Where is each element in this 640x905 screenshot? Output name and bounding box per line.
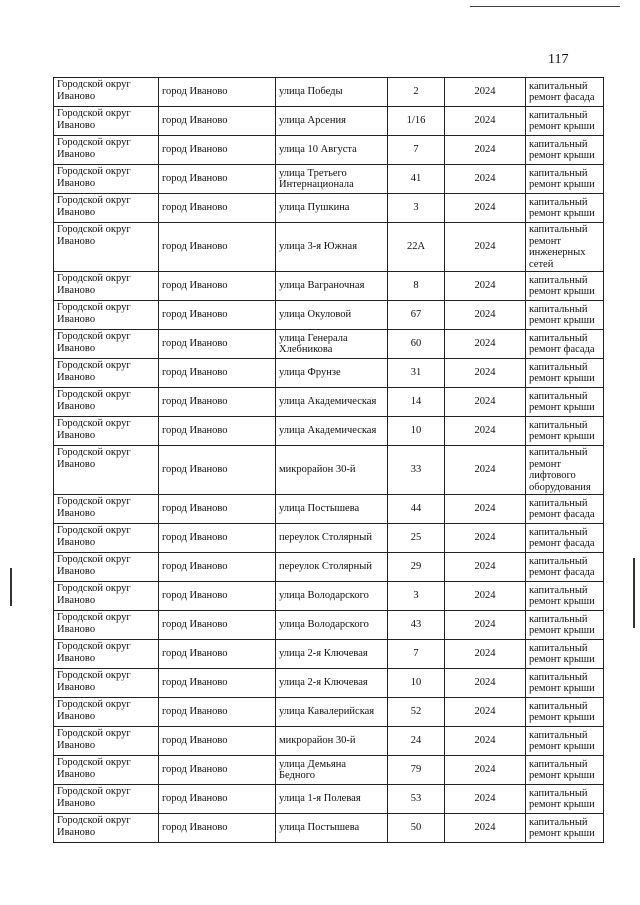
cell-work-type: капитальный ремонт крыши	[526, 669, 604, 698]
cell-okrug: Городской округ Иваново	[54, 640, 159, 669]
cell-city: город Иваново	[159, 814, 276, 843]
cell-house-number: 2	[388, 78, 445, 107]
cell-okrug: Городской округ Иваново	[54, 107, 159, 136]
cell-street: улица Володарского	[276, 582, 388, 611]
cell-work-type: капитальный ремонт крыши	[526, 785, 604, 814]
cell-street: микрорайон 30-й	[276, 727, 388, 756]
table-row	[54, 165, 604, 194]
cell-okrug: Городской округ Иваново	[54, 669, 159, 698]
cell-city: город Иваново	[159, 553, 276, 582]
cell-city: город Иваново	[159, 388, 276, 417]
cell-year: 2024	[445, 495, 526, 524]
cell-year: 2024	[445, 553, 526, 582]
cell-street: улица Фрунзе	[276, 359, 388, 388]
cell-okrug: Городской округ Иваново	[54, 698, 159, 727]
table-row	[54, 330, 604, 359]
page-number: 117	[548, 52, 569, 67]
cell-city: город Иваново	[159, 611, 276, 640]
table-row	[54, 78, 604, 107]
cell-city: город Иваново	[159, 785, 276, 814]
cell-city: город Иваново	[159, 165, 276, 194]
cell-house-number: 53	[388, 785, 445, 814]
cell-house-number: 41	[388, 165, 445, 194]
cell-street: улица Арсения	[276, 107, 388, 136]
cell-year: 2024	[445, 785, 526, 814]
cell-work-type: капитальный ремонт фасада	[526, 495, 604, 524]
cell-work-type: капитальный ремонт крыши	[526, 194, 604, 223]
cell-year: 2024	[445, 194, 526, 223]
cell-okrug: Городской округ Иваново	[54, 756, 159, 785]
cell-city: город Иваново	[159, 495, 276, 524]
cell-street: улица Ваграночная	[276, 272, 388, 301]
cell-city: город Иваново	[159, 136, 276, 165]
cell-house-number: 50	[388, 814, 445, 843]
cell-okrug: Городской округ Иваново	[54, 446, 159, 495]
cell-house-number: 43	[388, 611, 445, 640]
table-row	[54, 136, 604, 165]
cell-year: 2024	[445, 78, 526, 107]
cell-city: город Иваново	[159, 78, 276, 107]
cell-year: 2024	[445, 611, 526, 640]
cell-year: 2024	[445, 524, 526, 553]
cell-work-type: капитальный ремонт крыши	[526, 727, 604, 756]
cell-work-type: капитальный ремонт крыши	[526, 582, 604, 611]
cell-street: улица Победы	[276, 78, 388, 107]
cell-house-number: 22А	[388, 223, 445, 272]
cell-street: улица Окуловой	[276, 301, 388, 330]
table-row	[54, 611, 604, 640]
cell-year: 2024	[445, 698, 526, 727]
cell-house-number: 29	[388, 553, 445, 582]
cell-city: город Иваново	[159, 194, 276, 223]
cell-year: 2024	[445, 814, 526, 843]
margin-mark-right	[633, 558, 635, 628]
cell-okrug: Городской округ Иваново	[54, 330, 159, 359]
table-row	[54, 495, 604, 524]
cell-work-type: капитальный ремонт крыши	[526, 814, 604, 843]
cell-work-type: капитальный ремонт крыши	[526, 698, 604, 727]
top-rule	[470, 6, 620, 7]
cell-city: город Иваново	[159, 756, 276, 785]
table-body	[54, 78, 604, 843]
cell-house-number: 52	[388, 698, 445, 727]
cell-street: переулок Столярный	[276, 553, 388, 582]
cell-house-number: 8	[388, 272, 445, 301]
table-row	[54, 388, 604, 417]
cell-okrug: Городской округ Иваново	[54, 495, 159, 524]
cell-house-number: 67	[388, 301, 445, 330]
cell-street: улица 1-я Полевая	[276, 785, 388, 814]
cell-work-type: капитальный ремонт крыши	[526, 611, 604, 640]
cell-okrug: Городской округ Иваново	[54, 194, 159, 223]
cell-okrug: Городской округ Иваново	[54, 301, 159, 330]
cell-street: улица Демьяна Бедного	[276, 756, 388, 785]
cell-work-type: капитальный ремонт крыши	[526, 272, 604, 301]
cell-city: город Иваново	[159, 640, 276, 669]
cell-work-type: капитальный ремонт фасада	[526, 553, 604, 582]
cell-city: город Иваново	[159, 272, 276, 301]
cell-work-type: капитальный ремонт крыши	[526, 136, 604, 165]
table-row	[54, 756, 604, 785]
cell-street: улица Постышева	[276, 495, 388, 524]
cell-okrug: Городской округ Иваново	[54, 611, 159, 640]
cell-house-number: 44	[388, 495, 445, 524]
cell-house-number: 10	[388, 417, 445, 446]
cell-city: город Иваново	[159, 301, 276, 330]
cell-street: улица Пушкина	[276, 194, 388, 223]
cell-house-number: 25	[388, 524, 445, 553]
cell-city: город Иваново	[159, 417, 276, 446]
cell-year: 2024	[445, 582, 526, 611]
cell-year: 2024	[445, 417, 526, 446]
cell-city: город Иваново	[159, 223, 276, 272]
cell-okrug: Городской округ Иваново	[54, 727, 159, 756]
cell-street: улица 2-я Ключевая	[276, 669, 388, 698]
cell-street: улица 10 Августа	[276, 136, 388, 165]
cell-city: город Иваново	[159, 107, 276, 136]
cell-work-type: капитальный ремонт лифтового оборудования	[526, 446, 604, 495]
cell-work-type: капитальный ремонт крыши	[526, 756, 604, 785]
cell-year: 2024	[445, 669, 526, 698]
cell-street: улица Генерала Хлебникова	[276, 330, 388, 359]
cell-work-type: капитальный ремонт крыши	[526, 107, 604, 136]
cell-street: микрорайон 30-й	[276, 446, 388, 495]
cell-work-type: капитальный ремонт крыши	[526, 640, 604, 669]
table-row	[54, 107, 604, 136]
cell-city: город Иваново	[159, 582, 276, 611]
cell-year: 2024	[445, 388, 526, 417]
cell-okrug: Городской округ Иваново	[54, 814, 159, 843]
cell-city: город Иваново	[159, 359, 276, 388]
cell-street: улица Академическая	[276, 388, 388, 417]
cell-house-number: 24	[388, 727, 445, 756]
cell-year: 2024	[445, 756, 526, 785]
cell-year: 2024	[445, 640, 526, 669]
cell-city: город Иваново	[159, 524, 276, 553]
cell-okrug: Городской округ Иваново	[54, 553, 159, 582]
cell-house-number: 7	[388, 640, 445, 669]
cell-work-type: капитальный ремонт крыши	[526, 388, 604, 417]
cell-year: 2024	[445, 165, 526, 194]
cell-city: город Иваново	[159, 727, 276, 756]
cell-okrug: Городской округ Иваново	[54, 524, 159, 553]
cell-work-type: капитальный ремонт инженерных сетей	[526, 223, 604, 272]
cell-city: город Иваново	[159, 669, 276, 698]
cell-year: 2024	[445, 272, 526, 301]
cell-street: улица 3-я Южная	[276, 223, 388, 272]
cell-year: 2024	[445, 107, 526, 136]
cell-street: улица Третьего Интернационала	[276, 165, 388, 194]
table-row	[54, 359, 604, 388]
cell-street: улица Володарского	[276, 611, 388, 640]
repair-registry-table	[53, 77, 604, 843]
cell-city: город Иваново	[159, 698, 276, 727]
cell-house-number: 33	[388, 446, 445, 495]
table-row	[54, 785, 604, 814]
cell-work-type: капитальный ремонт фасада	[526, 78, 604, 107]
table-row	[54, 272, 604, 301]
table-row	[54, 669, 604, 698]
cell-house-number: 1/16	[388, 107, 445, 136]
table-row	[54, 582, 604, 611]
cell-street: улица Академическая	[276, 417, 388, 446]
cell-work-type: капитальный ремонт фасада	[526, 524, 604, 553]
cell-work-type: капитальный ремонт крыши	[526, 359, 604, 388]
cell-house-number: 60	[388, 330, 445, 359]
cell-street: улица 2-я Ключевая	[276, 640, 388, 669]
cell-house-number: 3	[388, 194, 445, 223]
table-row	[54, 223, 604, 272]
cell-year: 2024	[445, 136, 526, 165]
cell-okrug: Городской округ Иваново	[54, 272, 159, 301]
table-row	[54, 814, 604, 843]
cell-okrug: Городской округ Иваново	[54, 78, 159, 107]
cell-okrug: Городской округ Иваново	[54, 388, 159, 417]
margin-mark-left	[10, 568, 12, 606]
cell-okrug: Городской округ Иваново	[54, 136, 159, 165]
table-row	[54, 524, 604, 553]
cell-house-number: 3	[388, 582, 445, 611]
table-row	[54, 640, 604, 669]
table-row	[54, 417, 604, 446]
cell-okrug: Городской округ Иваново	[54, 785, 159, 814]
cell-okrug: Городской округ Иваново	[54, 165, 159, 194]
cell-okrug: Городской округ Иваново	[54, 582, 159, 611]
table-row	[54, 727, 604, 756]
cell-city: город Иваново	[159, 446, 276, 495]
cell-house-number: 10	[388, 669, 445, 698]
cell-year: 2024	[445, 330, 526, 359]
table-row	[54, 446, 604, 495]
cell-house-number: 31	[388, 359, 445, 388]
table-row	[54, 553, 604, 582]
cell-work-type: капитальный ремонт крыши	[526, 165, 604, 194]
cell-street: переулок Столярный	[276, 524, 388, 553]
cell-year: 2024	[445, 446, 526, 495]
cell-okrug: Городской округ Иваново	[54, 359, 159, 388]
cell-year: 2024	[445, 223, 526, 272]
cell-house-number: 7	[388, 136, 445, 165]
cell-work-type: капитальный ремонт фасада	[526, 330, 604, 359]
table-row	[54, 301, 604, 330]
cell-okrug: Городской округ Иваново	[54, 417, 159, 446]
table-row	[54, 194, 604, 223]
cell-house-number: 14	[388, 388, 445, 417]
cell-street: улица Постышева	[276, 814, 388, 843]
cell-work-type: капитальный ремонт крыши	[526, 301, 604, 330]
cell-city: город Иваново	[159, 330, 276, 359]
cell-year: 2024	[445, 359, 526, 388]
cell-street: улица Кавалерийская	[276, 698, 388, 727]
cell-house-number: 79	[388, 756, 445, 785]
table-row	[54, 698, 604, 727]
cell-okrug: Городской округ Иваново	[54, 223, 159, 272]
cell-work-type: капитальный ремонт крыши	[526, 417, 604, 446]
cell-year: 2024	[445, 301, 526, 330]
cell-year: 2024	[445, 727, 526, 756]
